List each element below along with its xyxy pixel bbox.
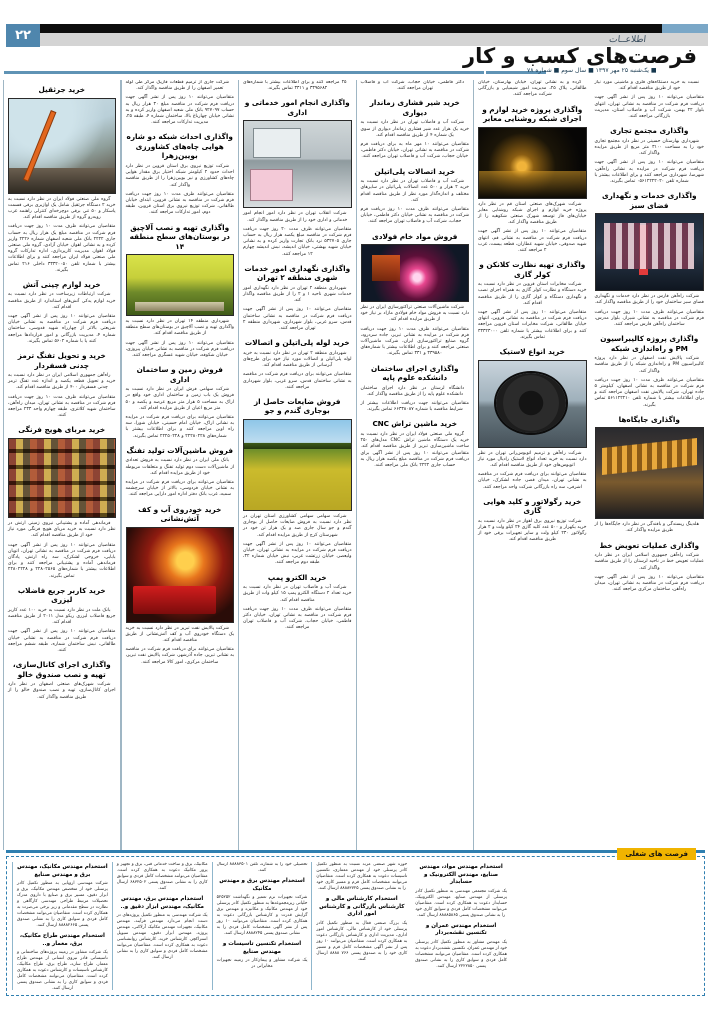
article[interactable] xyxy=(243,98,352,257)
article-column xyxy=(356,80,474,850)
article-headline: واگذاری تهیه و نصب آلاچیق در بوستان‌های سطح منطقه ۱۴ xyxy=(129,222,230,251)
article-headline: واگذاری تهیه نظارت کلانکن و کولر گازی xyxy=(479,260,586,279)
article-paragraph: متقاضیان می‌توانند برای دریافت فرم شرکت در مناقصه به نشانی تهران، میدان قصر، جاده لشکرک، خیابان اشرفی، سه راه بازرگانی شرکت واحد مراجعه کنند. xyxy=(478,472,587,490)
article-headline: خرید جرثقیل xyxy=(38,85,86,94)
article-headline: واگذاری انجام امور خدماتی و اداری xyxy=(244,98,350,117)
article[interactable] xyxy=(478,260,587,341)
article[interactable] xyxy=(595,334,705,409)
jars-photo xyxy=(8,438,116,518)
article-paragraph: گروه ملی صنعتی فولاد ایران در نظر دارد نسبت به خرید ۲ دستگاه جرثقیل شامل یک اوازبری برقی قسمت پاسکار و ۵۰ تنی برقی دوچرخه‌ای کنترلی راهنمد غرب روبه‌رو گروه از طریق مناقصه اقدام کند. xyxy=(8,196,116,221)
article[interactable] xyxy=(126,80,235,126)
article-paragraph: شرکت ماشین‌آلات صنعتی تراکتورسازی ایران در نظر دارد نسبت به فروش مواد خام فولادی مازاد بر نیاز خود از طریق مزایده اقدام کند. xyxy=(360,305,469,323)
article-paragraph: شرکت شهرک‌های صنعتی اصفهان در نظر دارد اجرای کانال‌سازی، تهیه و نصب صندوق خالو را از طریق مناقصه واگذار کند. xyxy=(8,682,116,700)
article-columns xyxy=(3,80,708,850)
article[interactable] xyxy=(126,446,235,499)
article-paragraph: شرکت پالایش نفت اصفهان در نظر دارد پروژه کالیبراسیون PM و راه‌اندازی شبکه را از طریق مناقصه واگذار کند. xyxy=(594,356,704,374)
office-photo xyxy=(243,120,352,208)
building-photo xyxy=(595,213,705,291)
article[interactable] xyxy=(243,80,352,92)
article-paragraph: فرماندهی آماده و پشتیبانی نیروی زمینی ارتش در نظر دارد نسبت به خرید مربای هویج فرنگی مورد نیاز خود از طریق مناقصه اقدام کند. xyxy=(8,520,116,539)
article-paragraph: متقاضیان می‌توانند جهت دریافت اطلاعات بیشتر از شرایط مناقصه با شماره ۶۶۳۳۸۰۸۷ تماس بگیرند. xyxy=(360,401,469,413)
article[interactable] xyxy=(361,364,470,414)
article-headline: خرید ماشین تراش CNC xyxy=(372,419,457,429)
article-paragraph: نسبت به خرید دستگاه‌های فلزی و ماشینی مورد نیاز خود از طریق مناقصه اقدام کند. xyxy=(594,80,699,92)
article-headline: واگذاری عملیات تعویض خط xyxy=(599,540,700,550)
article-headline: واگذاری اجرای کانال‌سازی، تهیه و نصب صندوق خالو xyxy=(12,660,111,679)
article[interactable] xyxy=(243,264,352,332)
article-paragraph: متقاضیان می‌توانند ظرف مدت ۲۰ روز جهت دریافت فرم شرکت در مناقصه مبلغ یکصد هزار ریال به حساب جاری ۵۳۲۷۰۵ نزد بانک تجارت واریز کرده و به نشانی خیابان شهید بهشتی، خیابان اندیشه، نبش اندیشه چهارم ۱۲ مراجعه کنند. xyxy=(243,226,352,257)
article[interactable] xyxy=(361,80,470,92)
article-headline: واگذاری پروژه کالیبراسیون PM و راه‌اندازی شبکه xyxy=(600,334,699,353)
article-paragraph: متقاضیان می‌توانند ظرف مدت ۱۰ روز جهت دریافت فرم شرکت در مناقصه به نشانی شیراز، بلوار مدرس، ساختمان راه‌آهن فارس مراجعه کنند. xyxy=(594,309,704,327)
article-paragraph: شرکت آب و فاضلاب تهران در نظر دارد نسبت به خرید ۲ هزار و ۵۰۰ عدد اتصالات پلی‌اتیلن در سایزهای مختلف و اندازه‌گذار مورد نظر از طریق مناقصه اقدام کند. xyxy=(360,179,469,203)
article-paragraph: متقاضیان می‌توانند برای دریافت فرم شرکت در مزایده به نشانی خیابان فردوسی، بالاتر از خیابان سرچشمه سمیه، غرب بانک دفتر اداره امور دارایی مراجعه کنند. xyxy=(125,480,234,498)
article[interactable] xyxy=(126,365,235,440)
article-paragraph: بانک ملت در نظر دارد نسبت به خرید ۱۰۰ عدد کاربر جریع فاضلاب لیزری ریکو مدل ۲۰۱۱ از طریق مناقصه اقدام کند. xyxy=(8,607,116,626)
article-headline: واگذاری نگهداری امور خدمات شهری منطقه ۲ تهران xyxy=(244,263,351,283)
job-headline: استخدام مهندس مواد، مهندس صنایع، مهندس الکترونیک و حسابدار xyxy=(419,864,503,886)
park-photo xyxy=(126,254,235,316)
job-column xyxy=(311,862,411,990)
article[interactable] xyxy=(361,167,470,226)
article[interactable] xyxy=(595,126,705,185)
article[interactable] xyxy=(595,541,705,594)
article-paragraph: شرکت راه‌آهن فارس در نظر دارد خدمات و نگهداری فضای سبز ساختمان خود را از طریق مناقصه واگذار کند. xyxy=(594,294,704,306)
job-body: یک مهندس مشاور به منظور تکمیل کادر پرسنلی خود از مهندس عمران، تکنسین نقشه‌بردار دعوت به همکاری کرده است. متقاضیان می‌توانند مشخصات کامل فردی و سوابق کاری را به نشانی صندوق پستی ۲۲۲۲۸۵۰ ارسال کنند. xyxy=(415,939,507,969)
article-headline: واگذاری اجرای ساختمان دانشکده علوم پایه xyxy=(371,363,459,383)
article-paragraph: متقاضیان می‌توانند ظرف مدت ۱۰ روز جهت دریافت فرم شرکت در مزایده به نشانی تبریز، جاده سردرود، گروه صنایع تراکتورسازی ایران، شرکت ماشین‌آلات صنعتی مراجعه کنند و برای اطلاعات بیشتر با شماره‌های ۳۳۹۵۸۰ و ۳۳۱ تماس بگیرند. xyxy=(360,326,469,357)
job-body: شرکت مهندسی اروپایی به منظور تکمیل کادر پرسنلی خود از متخصص مهندس مکانیک، برق و ابزار دقیق، مسیر برق و صنایع با داروی مدرک تحصیلات مرتبط طراحی مهندسی کارگاهی و نظارت در سطح مقدماتی و زیر برخی می‌صرت به همکاری کرده است. متقاضیان می‌توانند مشخصات کامل فردی و سوابق کاری را به نشانی صندوق پستی ۸۸۸۸۲۶۶۵ ارسال کنند. xyxy=(17,881,108,929)
article-paragraph: متقاضیان می‌توانند ظرف مدت ۱۰ روز جهت دریافت فرم شرکت در مناقصه مبلغ یک هزار ریال به حساب جاری ۲۲۲۲ بانک ملی شعبه اصفهان شماره ۲۲۲۶ واریز کرده و به نشانی اهواز، خیابان آزادی، گروه ملی صنعتی فولاد اهواز، مدیریت کارپردازی، اداره تدارکات گروه ملی صنعتی فولاد ایران مراجعه کنند و برای اطلاعات بیشتر با شماره تلفن ۳۳۳۲۰۰۵۰ داخلی ۲۱۶ تماس بگیرند. xyxy=(8,224,116,273)
job-headline: استخدام مهندس برق، مهندس مکانیک، مهندس ابزار دقیق و.. xyxy=(120,896,204,910)
field-photo xyxy=(243,419,352,511)
jobs-section xyxy=(6,850,705,996)
article-paragraph: متقاضیان می‌توانند ۱۰ روز پس از نشر آگهی جهت دریافت فرم شرکت در مناقصه به نشانی خیابان طالقانی، نبش ساختمان شماره، طبقه ششم مراجعه کنند. xyxy=(8,629,116,654)
article-paragraph: شرکت راه‌آهن جمهوری اسلامی ایران در نظر دارد عملیات تعویض خط در ناحیه لرستان را از طریق مناقصه واگذار کند. xyxy=(594,553,704,571)
article-paragraph: شهرداری منطقه ۱۴ تهران در نظر دارد نسبت به واگذاری تهیه و نصب آلاچیق در بوستان‌های سطح منطقه از طریق مناقصه اقدام کند. xyxy=(125,319,234,337)
article-headline: خرید مربای هویج فرنگی xyxy=(18,425,106,435)
job-body: یک شرکت مشاور در زمینه پروژه‌های ساختمانی و تاسیساتی قادر نیروی انسانی از مهندس طراح معمار، طراح سازه، طراح برق، طراح مکانیک، کارشناس تاسیسات و کارشناس دعوت به همکاری کرده است. متقاضیان می‌توانند مشخصات کامل فردی و سوابق کاری را به نشانی صندوق پستی ارسال کنند. xyxy=(17,950,108,990)
article-column xyxy=(591,80,709,850)
article[interactable] xyxy=(361,419,470,469)
article-paragraph: متقاضیان می‌توانند برای دریافت فرم شرکت در مزایده به نشانی اراک، خیابان امام حسینی، خیابان شورا، سه راه اوین مراجعه کنند و برای اطلاعات بیشتر با شماره‌های ۲۲۲۸۰۲۲۸ و ۲۲۲۵۰۲۲۸ تماس بگیرند. xyxy=(125,415,234,439)
article-paragraph: متقاضیان می‌توانند ۱۰ روز پس از نشر آگهی جهت دریافت فرم شرکت در مناقصه به نشانی خیابان شریعتی بالاتر از چهارراه شهید قدوسی، ساختمان شماره ۴، مدیریت بازرگانی و امور قراردادها مراجعه کنند یا با شماره ۵۶۰۲ تماس بگیرند. xyxy=(8,314,116,344)
article-paragraph: شرکت انقلاب تهران در نظر دارد امور انجام امور خدماتی و اداری خود را از طریق مناقصه واگذار کند. xyxy=(243,211,348,223)
article-paragraph: متقاضیان می‌توانند ۱۰ روز پس از نشر آگهی جهت دریافت فرم شرکت در مناقصه به نشانی تهران، میدان راه‌آهن، ساختمان مرکزی مراجعه کنند. xyxy=(594,574,704,593)
article[interactable] xyxy=(361,98,470,160)
article-headline: خرید خودروی آب و کف آتش‌نشانی xyxy=(138,504,222,524)
street-photo xyxy=(478,127,587,199)
article-headline: فروش زمین و ساختمان اداری xyxy=(136,365,223,384)
steel-photo xyxy=(361,244,470,302)
article[interactable] xyxy=(8,425,116,579)
article[interactable] xyxy=(8,351,116,419)
article-paragraph: متقاضیان می‌توانند ۱۰ روز پس از نشر آگهی جهت دریافت فرم شرکت در مناقصه به نشانی تهران، اتوبان بابایی، خروجی لشکرک، سه راه ارتش، پادگان فرماندهی آماده و پشتیبانی مراجعه کنند و برای اطلاعات بیشتر با شماره‌های ۲۲۸۰۲۵۶۵ و ۲۲۸۰۲۲۲۸ تماس بگیرند. xyxy=(8,542,116,579)
article-paragraph: بانک ملی ایران در نظر دارد نسبت به فروش تعدادی از ماشین‌آلات دست دوم تولید تفنگ و متعلقات مربوطه خود از طریق مزایده اقدام کند. xyxy=(125,458,234,476)
jobs-top-rule xyxy=(6,850,705,853)
job-headline: استخدام تکنسین تاسیسات و مهندس صنایع xyxy=(222,941,302,955)
job-body: شرکت تجهیزات نرم تعمیر و نگهداشت ۵۲۵۲۵۲ حلیاتی زیرمجموعه‌ها به منظور تکمیل کادر پرسنلی خود از مهندس مکانیک و مکانیزه و مهندس برق گرایش قدرت و کارشناس بازرگانی دعوت به همکاری کرده است. متقاضیان می‌توانند ۱۰ روز پس از نشر آگهی مشخصات کامل فردی را به نشانی صندوق پستی ۸۸۸۸۲۴۵ ارسال کنند. xyxy=(216,895,308,937)
article-headline: واگذاری مجتمع تجاری xyxy=(610,126,689,136)
article-paragraph: متقاضیان می‌توانند ۱۰ روز پس از نشر آگهی جهت دریافت فرم شرکت در مناقصه به نشانی خیابان پیروزی، خیابان شکوفه، خیابان شهید عسگری مراجعه کنند. xyxy=(125,340,234,359)
article-paragraph: دکتر فاطمی، خیابان حجاب، شرکت آب و فاضلاب تهران مراجعه کنند. xyxy=(360,80,464,92)
article[interactable] xyxy=(478,105,587,255)
article-paragraph: متقاضیان می‌توانند ظرف مدت ۱۰ روز جهت دریافت فرم شرکت در مناقصه به نشانی تهران، خیابان دکتر فاطمی، خیابان حجاب، شرکت آب و فاضلاب تهران مراجعه کنند. xyxy=(243,606,352,631)
article-headline: خرید و تحویل تفنگ ترمز چدنی فسفردار xyxy=(17,351,106,370)
article-paragraph: شرکت ارتباطات زیرساخت در نظر دارد نسبت به خرید لوازم یدکی آتش‌های استاندارد از طریق مناقصه اقدام کند. xyxy=(8,292,116,310)
article-headline: خرید اتصالات پلی‌اتیلن xyxy=(374,166,456,176)
article-paragraph: متقاضیان می‌توانند برای دریافت فرم شرکت در مناقصه به نشانی ساختمان قدس، سرو غربی، بلوار شهرداری مراجعه کنند. xyxy=(243,372,352,390)
job-headline: استخدام مهندس عمران و تکنسین نقشه‌بردار xyxy=(425,922,497,937)
article-paragraph: ۲۵ مراجعه کنند و برای اطلاعات بیشتر با شماره‌های ۳۳۹۵۶۸۲ و ۳۳۱۱ تماس بگیرند. xyxy=(243,80,347,92)
job-body: مکانیک، برق و ساخت خدماتی فنی، برق و تجهیز و پرور مکانیک دعوت به همکاری کرده است. متقاضیان می‌توانند مشخصات کامل فردی و سوابق کاری را به نشانی صندوق پستی ۶۸۳۲۵۰۲ ارسال کنند. xyxy=(116,862,208,891)
job-body: یک شرکت مجتمعی مهندسی به منظور تکمیل کادر پرسنلی از مهندس صنایع، مهندس الکترونیک، حسابدار دعوت به همکاری کرده است. متقاضیان می‌توانند مشخصات کامل فردی و سوابق کاری خود را به نشانی صندوق پستی ۸۸۸۸۵۸۶۵ ارسال کنند. xyxy=(415,888,507,918)
article-paragraph: شرکت توزیع نیروی برق استان قزوین در نظر دارد احداث حدود ۲ کیلومتر شبکه اختیار برق مقدار هوایی چاه‌های کشاورزی و نیز بویین‌زهرا را از طریق مناقصه واگذار کند. xyxy=(125,163,234,188)
article-paragraph: شرکت مخابرات استان قزوین در نظر دارد نسبت به خرید دستگاه و نظارت کولر گازی به همراه اجرای نصب و نگهداری دستگاه و کولر گازی را از طریق مناقصه اقدام کند. xyxy=(478,282,587,306)
article-paragraph: متقاضیان می‌توانند ظرف مدت ۱۰ روز جهت دریافت فرم شرکت در مناقصه به نشانی اصفهان، کیلومتر ۵ جاده تهران، شرکت پالایش نفت اصفهان مراجعه کنند و برای اطلاعات بیشتر با شماره تلفن ۵۶۱۱۲۲۲۱۰ تماس بگیرند. xyxy=(594,377,704,408)
article[interactable] xyxy=(8,280,116,345)
article-headline: خرید لوازم چینی آتش xyxy=(22,279,101,289)
article-paragraph: شرکت شهرک‌های صنعتی استان قم در نظر دارد پروژه خرید لوازم و اجرای شبکه روشنایی معابر خیابان‌های فاز توسعه شهرک صنعتی شکوهیه را از طریق مناقصه واگذار کند. xyxy=(478,201,587,226)
article-paragraph: متقاضیان می‌توانند ۱۰ روز پس از نشر آگهی جهت دریافت فرم شرکت در مناقصه به نشانی ساختمان قدس، سرو غربی، بلوار شهرداری، شهرداری منطقه ۲ تهران مراجعه کنند. xyxy=(243,307,352,332)
job-column xyxy=(212,862,312,990)
article-paragraph: شرکت آب و فاضلاب تهران در نظر دارد نسبت به خرید یک هزار عدد شیر فشاری زماندار دیواری از سوی یک شماره ۴ از طریق مناقصه اقدام کند. xyxy=(360,120,469,138)
article-column xyxy=(3,80,121,850)
article-paragraph: متقاضیان می‌توانند ۱۰ روز پس از نشر آگهی جهت دریافت فرم شرکت در مناقصه به نشانی قم، انتهای شهید صدوقی، خیابان شهید عطاران، قطعه بیست، غرب ۲ مراجعه کنند. xyxy=(478,229,587,254)
article[interactable] xyxy=(126,132,235,216)
article-paragraph: کرده و به نشانی تهران، خیابان بهارستان، خیابان طالقانی، پلاک ۲۵، مدیریت امور شیمیایی و بازرگانی شرکت مراجعه کنند. xyxy=(478,80,587,98)
article-headline: خرید کاربر جریع فاضلاب لیزری xyxy=(17,585,106,605)
article-column xyxy=(473,80,591,850)
dateline-bar xyxy=(0,68,711,76)
article-column xyxy=(121,80,239,850)
article[interactable] xyxy=(243,338,352,391)
article[interactable] xyxy=(8,85,116,274)
article-paragraph: شرکت جاری از ترمیم قطعات فازیک مرکز طی لوله تعمیر اصفهان را از طریق مناقصه واگذار کند. xyxy=(125,80,229,92)
article-paragraph: هلدینگ ریسندگی و بافندگی در نظر دارد جایگاه‌ها را از طریق مزایده واگذار کند. xyxy=(594,522,699,534)
article-headline: خرید لوله پلی‌اتیلن و اتصالات xyxy=(244,338,350,348)
article-paragraph: متقاضیان می‌توانند ۱۰ روز پس از نشر آگهی جهت دریافت فرم شرکت در مناقصه مبلغ ۳۰ هزار ریال به حساب ۹۲۷۰۹۷ بانک ملی شعبه اصفهان واریز کرده و به نشانی خیابان چهارباغ بالا، ساختمان شماره ۴، طبقه ۲۵، مدیریت تدارکات مراجعه کنند. xyxy=(125,95,234,126)
job-body: یک شرکت مشاور و پیمان‌کار در زمینه تجهیزات مخابراتی در xyxy=(216,958,308,970)
article[interactable] xyxy=(478,80,587,99)
jobs-section-label: فرصت های شغلی xyxy=(617,848,696,860)
article-headline: خرید رگولاتور و کلید هوایی گازی xyxy=(483,496,582,516)
job-headline: استخدام مهندس برق و مهندس مکانیک xyxy=(219,878,305,892)
dateline-rule-left xyxy=(4,71,484,74)
article-paragraph: متقاضیان می‌توانند ظرف مدت ۱۰ روز دریافت فرم شرکت در مناقصه به نشانی خیابان دکتر فاطمی، خیابان حجاب، شرکت آب و فاضلاب تهران مراجعه کنند. xyxy=(360,206,469,225)
article-paragraph: متقاضیان می‌توانند ۱۰ روز پس از نشر آگهی جهت دریافت فرم شرکت در مزایده به نشانی راه‌آهن، شهرضا، شهرداری مراجعه کنند و برای اطلاعات بیشتر با شماره تلفن ۰۵۶۱۲۲۲۲۰۲۰ تماس بگیرند. xyxy=(594,160,704,184)
article-headline: واگذاری احداث شبکه دو شاره هوایی چاه‌های کشاورزی بویین‌زهرا xyxy=(126,132,233,161)
article-headline: فروش ضایعات حاصل از بوجاری گندم و جو xyxy=(253,396,341,416)
job-column xyxy=(112,862,212,990)
rolls-photo xyxy=(595,427,705,519)
article[interactable] xyxy=(595,80,705,120)
article-paragraph: شرکت راه‌آهن و ترمیم اتوبوس‌رانی تهران در نظر دارد نسبت به خرید تعداد انواع لاستیک رادیال مورد نیاز اتوبوس‌های خود از طریق مناقصه اقدام کند. xyxy=(478,450,587,468)
article[interactable] xyxy=(595,191,705,328)
jobs-columns xyxy=(12,862,699,990)
article-paragraph: متقاضیان می‌توانند ۱۰ روز پس از نشر آگهی جهت دریافت فرم شرکت در مناقصه به نشانی تهران، انتهای بلوار ۲۲ بهمن، شرکت آب و فاضلاب استان، مدیریت بازرگانی مراجعه کنند. xyxy=(594,95,704,120)
job-body: حوزه شهر صنعتی مرند نسبت به منظور تکمیل کادر پرسنلی خود از مهندس معماری، تکنسین تاسیسات دعوت به همکاری کرده است. متقاضیان می‌توانند مشخصات کامل فرم و مسیر کاری خود را به نشانی صندوق پستی ۸۸۸۸۳۷۲۵ ارسال کنند. xyxy=(316,862,408,891)
article-paragraph: شهرداری منطقه ۲ تهران در نظر دارد نسبت به خرید لوله پلی‌اتیلن و اتصالات مورد نیاز خود برای طرح‌های آبرسانی از طریق مناقصه اقدام کند. xyxy=(243,350,352,369)
article-paragraph: متقاضیان می‌توانند برای دریافت فرم شرکت در مناقصه به نشانی تبریز، جاده آذرشهر، شرکت پالایش نفت تبریز، ساختمان مرکزی، امور کالا مراجعه کنند. xyxy=(125,647,234,665)
article-paragraph: شهرداری بهارستان حسینی در نظر دارد مجتمع تجاری خود را به مساحت ۳۱۰۰ متر مربع از طریق مزایده واگذار کند. xyxy=(594,138,704,157)
job-column xyxy=(411,862,511,990)
article-paragraph: شهرداری منطقه ۲ تهران در نظر دارد نگهداری امور خدمات شهری ناحیه ۱ و ۲ را از طریق مناقصه واگذار کند. xyxy=(243,285,352,304)
article-paragraph: متقاضیان می‌توانند ۱۰ روز پس از نشر آگهی جهت دریافت فرم شرکت در مزایده به نشانی تهران، خیابان ولیعصر، خیابان زرتشت غربی، نبش خیابان شماره ۳۲، طبقه دوم مراجعه کنند. xyxy=(243,541,352,566)
job-body: تحصیلی خود را به شماره، تلفن ۸۸۸۸۳۵۰۱ ارسال کنند. xyxy=(216,862,308,873)
article-headline: خرید الکترو پمپ xyxy=(267,572,327,582)
page-title: فرصت‌های کسب و کار xyxy=(462,44,697,68)
article-headline: واگذاری خدمات و نگهداری فضای سبز xyxy=(601,191,697,210)
article[interactable] xyxy=(126,223,235,360)
article-paragraph: گروه ملی صنعتی فولاد ایران در نظر دارد نسبت به خرید یک دستگاه ماشین تراش CNC مدل‌های ۲۵۰ ساخت ماشین‌سازی تبریز از طریق مناقصه اقدام کند. متقاضیان می‌توانند ۱۰ روز پس از نشر آگهی برای دریافت فرم شرکت در مناقصه مبلغ یکصد هزار ریال به حساب جاری ۲۲۲۲ بانک ملی مراجعه کنند. xyxy=(360,431,470,468)
article-paragraph: متقاضیان می‌توانند ۱۰ روز پس از نشر آگهی جهت دریافت فرم شرکت در مناقصه به نشانی قزوین، انتهای خیابان طالقانی، شرکت مخابرات استان قزوین مراجعه کنند و برای اطلاعات بیشتر با شماره تلفن ۳۳۳۲۳۰۰۰ تماس بگیرند. xyxy=(478,310,587,340)
article-paragraph: شرکت آب و فاضلاب تهران در نظر دارد نسبت به خرید تعداد ۲ دستگاه الکترو پمپ ۱۵ کیلو وات از طریق مناقصه اقدام کند. xyxy=(243,585,352,603)
article-headline: خرید شیر فشاری زماندار دیواری xyxy=(369,98,460,117)
article[interactable] xyxy=(8,586,116,654)
article-paragraph: شرکت سهامی سهامی کشاورزی استان تهران در نظر دارد نسبت به فروش ضایعات حاصل از بوجاری گندم و جو سال جاری صد و یک هزار تن خود در شهرستان کرج از طریق مزایده اقدام کند. xyxy=(243,513,352,538)
job-body: یک بزرگ صنعتی فعال به منظور تکمیل کادر پرسنلی خود از کارشناس مالی، کارشناس امور اداری، مدیریت اداری و کارشناس بازرگانی دعوت به همکاری کرده است. متقاضیان می‌توانند ۱۰ روز پس از نشر آگهی مشخصات کامل فرم و مسیر کاری خود را به صندوق پستی ۷۶۶ ۸۸۸۸ ارسال کنند. xyxy=(316,920,408,962)
job-headline: استخدام مهندس طراح مکانیک، برق، معمار و.. xyxy=(19,933,105,947)
article[interactable] xyxy=(361,232,470,358)
article[interactable] xyxy=(478,497,587,544)
page-number: ۲۲ xyxy=(6,24,40,47)
crane-photo xyxy=(8,98,116,194)
article-headline: واگذاری جایگاه‌ها xyxy=(618,414,680,424)
job-body: یک شرکت مهندسی به منظور تکمیل پروژه‌های در دست انجام می‌دارد مهندس فرآیند، مهندس مکانیک، تجهیزات مهندس مکانیک آر‌لاکنی، مهندس پروژه، مهندس ابزار دقیق، مهندس سیویل استراکچر، کارشناس خرید، کارشناس روانشناسی دعوت به همکاری کرده است. متقاضیان می‌توانند مشخصات کامل فردی و سوابق کاری را به نشانی ارسال کنند. xyxy=(116,913,208,961)
article-column xyxy=(238,80,356,850)
article-paragraph: شرکت سهامی فرش ایران در نظر دارد نسبت به فروش یک باب زمین و ساختمان اداری خود واقع در اراک به مساحت ۵ هزار متر مربع عرصه و یکصد و ۵۰ متر مربع اعیان از طریق مزایده اقدام کند. xyxy=(125,387,234,411)
fire-photo xyxy=(126,527,235,623)
job-headline: استخدام کارشناس مالی و کارشناس بازرگانی و کارشناس امور اداری xyxy=(319,896,405,918)
article[interactable] xyxy=(243,573,352,632)
article[interactable] xyxy=(595,415,705,535)
article-headline: فروش مواد خام فولادی xyxy=(372,231,458,241)
article[interactable] xyxy=(126,505,235,666)
publication-logo: اطلاعــات xyxy=(608,35,647,45)
article-paragraph: متقاضیان می‌توانند ظرف مدت ۱۰ روز جهت دریافت فرم شرکت در مناقصه به نشانی تهران، میدان راه‌آهن، ساختمان شهید کلانتری، طبقه چهارم واحد ۲۳۳ مراجعه کنند. xyxy=(8,394,116,419)
article[interactable] xyxy=(8,660,116,701)
article-paragraph: متقاضیان می‌توانند ظرف مدت ۱۰ روز جهت دریافت فرم شرکت در مناقصه به نشانی قزوین، ابتدای خیابان طالقانی، شرکت توزیع نیروی برق استان قزوین، طبقه دوم، امور تدارکات مراجعه کنند. xyxy=(125,191,234,216)
article[interactable] xyxy=(243,397,352,567)
article[interactable] xyxy=(478,347,587,491)
article-headline: فروش ماشین‌آلات تولید تفنگ xyxy=(126,445,233,455)
article-headline: واگذاری پروژه خرید لوازم و اجرای شبکه روشنایی معابر xyxy=(482,104,583,124)
article-paragraph: راه‌آهن جمهوری اسلامی ایران در نظر دارد نسبت به خرید و تحویل قطعه یکصد و اندازه عدد تفنگ ترمز چدنی فسفردار ۴۰۰ از طریق مناقصه اقدام کند. xyxy=(8,373,116,391)
article-paragraph: شرکت توزیع نیروی برق اهواز در نظر دارد نسبت به خرید یکهزار و ۵۰۰ عدد کلید گازی ۲۴ کیلو ولت و ۲ هزار رگولاتور ۲۳۰ کیلو ولت و سایر تجهیزات برقی خود از طریق مناقصه اقدام کند. xyxy=(478,518,587,543)
job-headline: استخدام مهندس مکانیک، مهندس برق و مهندس صنایع xyxy=(17,864,108,878)
dateline-text: ■ یک‌شنبه ۲۵ مهر ۱۳۹۷ ■ سال سوم ■ شماره ۷۸ xyxy=(527,67,657,74)
article-paragraph: متقاضیان می‌توانند ۱۰ مهر ماه به برای دریافت فرم شرکت در مناقصه به نشانی تهران، خیابان دکتر فاطمی، خیابان حجاب، شرکت آب و فاضلاب تهران مراجعه کنند. xyxy=(360,142,469,160)
article-paragraph: دانشگاه لرستان در نظر دارد اجرای ساختمان دانشکده علوم پایه را از طریق مناقصه واگذار کند. xyxy=(360,385,464,397)
masthead-blue-cap xyxy=(662,24,708,33)
job-column xyxy=(12,862,112,990)
article-paragraph: شرکت پالایش نفت تبریز در نظر دارد نسبت به خرید یک دستگاه خودروی آب و کف آتش‌نشانی از طریق مناقصه اقدام کند. xyxy=(125,625,234,644)
tire-photo xyxy=(478,360,587,448)
article-headline: خرید انواع لاستیک xyxy=(499,347,565,357)
masthead-black-bar xyxy=(22,24,662,33)
